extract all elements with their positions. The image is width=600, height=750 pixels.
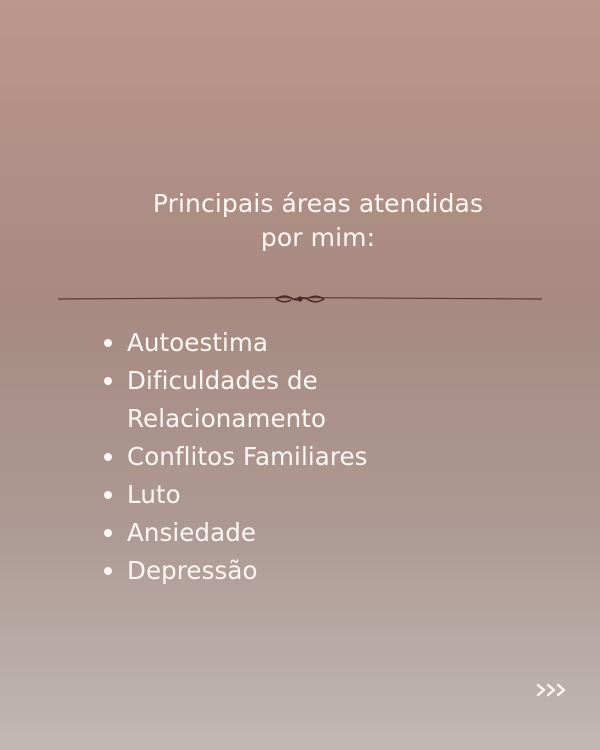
list-item <box>101 476 417 514</box>
list-item-label: Conflitos Familiares <box>127 442 368 471</box>
list-item-label: Depressão <box>127 556 258 585</box>
list-item-label: Autoestima <box>127 328 269 357</box>
bullet-icon <box>104 567 112 575</box>
page-heading <box>118 187 518 255</box>
list-item <box>101 514 417 552</box>
triple-chevron-right-icon[interactable] <box>536 680 568 700</box>
bullet-icon <box>104 453 112 461</box>
list-item <box>101 324 417 362</box>
areas-list <box>101 324 417 590</box>
list-item-label: Luto <box>127 480 181 509</box>
heading-line-1: Principais áreas atendidas <box>152 189 484 218</box>
bullet-icon <box>104 339 112 347</box>
bullet-icon <box>104 377 112 385</box>
list-item <box>101 552 417 590</box>
heading-line-2: por mim: <box>260 223 376 252</box>
list-item-label: Ansiedade <box>127 518 257 547</box>
list-item <box>101 438 417 476</box>
ornamental-divider-icon <box>58 289 542 309</box>
bullet-icon <box>104 491 112 499</box>
bullet-icon <box>104 529 112 537</box>
list-item-label: Dificuldades de Relacionamento <box>127 366 327 433</box>
list-item <box>101 362 417 438</box>
